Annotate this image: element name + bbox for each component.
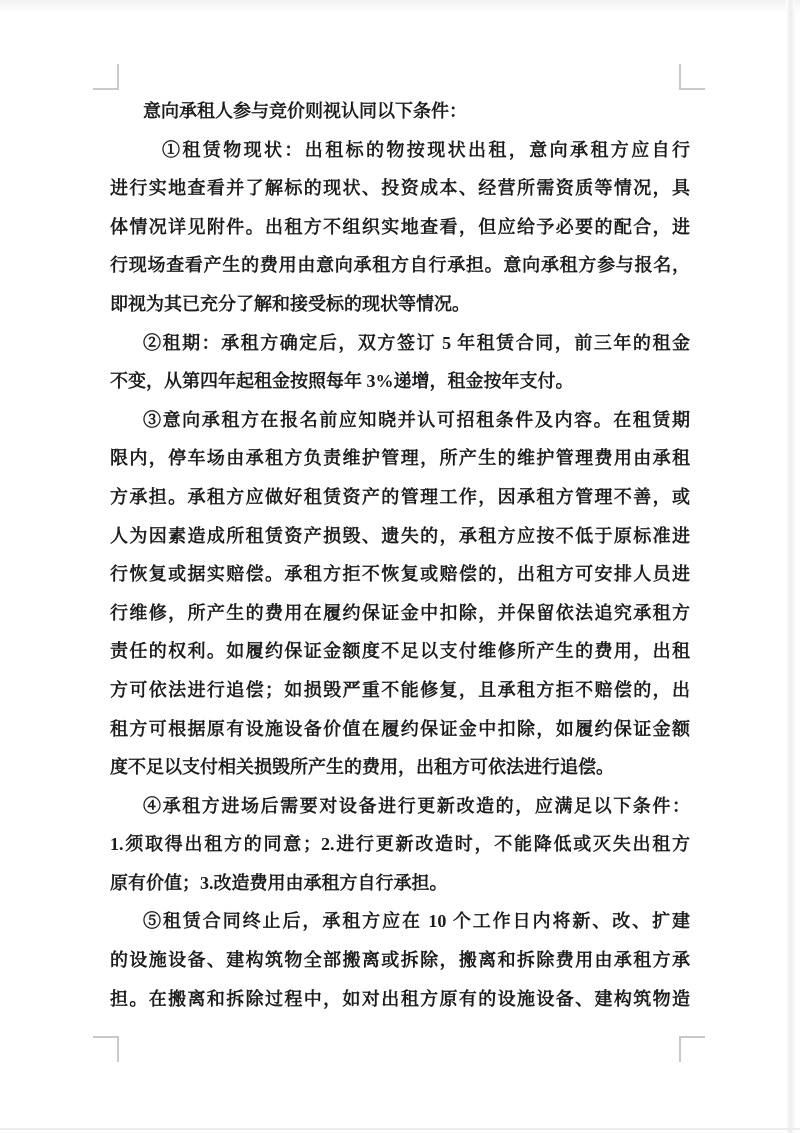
document-line: 租方可根据原有设施设备价值在履约保证金中扣除，如履约保证金额 — [110, 718, 690, 739]
document-line: 体情况详见附件。出租方不组织实地查看，但应给予必要的配合，进 — [110, 216, 690, 237]
document-line: 行恢复或据实赔偿。承租方拒不恢复或赔偿的，出租方可安排人员进 — [110, 564, 690, 585]
document-line: ④承租方进场后需要对设备进行更新改造的，应满足以下条件： — [143, 795, 690, 816]
document-line: 担。在搬离和拆除过程中，如对出租方原有的设施设备、建构筑物造 — [110, 988, 690, 1009]
document-line: ⑤租赁合同终止后，承租方应在 10 个工作日内将新、改、扩建 — [143, 911, 690, 932]
document-line: 进行实地查看并了解标的现状、投资成本、经营所需资质等情况，具 — [110, 178, 690, 199]
page-bottom-edge — [0, 1128, 800, 1130]
crop-mark-bottom-left — [93, 1036, 119, 1062]
document-line: 责任的权利。如履约保证金额度不足以支付维修所产生的费用，出租 — [110, 641, 690, 662]
crop-mark-top-right — [679, 64, 705, 90]
document-line: 限内，停车场由承租方负责维护管理，所产生的维护管理费用由承租 — [110, 448, 690, 469]
crop-mark-top-left — [93, 64, 119, 90]
document-line: ①租赁物现状：出租标的物按现状出租，意向承租方应自行 — [162, 139, 690, 160]
document-line: 原有价值；3.改造费用由承租方自行承担。 — [110, 872, 448, 893]
page-right-edge — [786, 0, 795, 1133]
crop-mark-bottom-right — [679, 1036, 705, 1062]
document-line: 意向承租人参与竞价则视认同以下条件： — [143, 101, 467, 121]
document-line: 人为因素造成所租赁资产损毁、遗失的，承租方应按不低于原标准进 — [110, 525, 690, 546]
window-top-edge — [0, 0, 800, 13]
document-line: 的设施设备、建构筑物全部搬离或拆除，搬离和拆除费用由承租方承 — [110, 950, 690, 971]
document-line: 行维修，所产生的费用在履约保证金中扣除，并保留依法追究承租方 — [110, 602, 690, 623]
document-line: 行现场查看产生的费用由意向承租方自行承担。意向承租方参与报名， — [110, 255, 690, 276]
document-line: ③意向承租方在报名前应知晓并认可招租条件及内容。在租赁期 — [143, 409, 690, 430]
document-line: 方承担。承租方应做好租赁资产的管理工作，因承租方管理不善，或 — [110, 486, 690, 507]
document-line: ②租期：承租方确定后，双方签订 5 年租赁合同，前三年的租金 — [143, 332, 690, 353]
document-line: 度不足以支付相关损毁所产生的费用，出租方可依法进行追偿。 — [110, 757, 614, 778]
document-line: 1.须取得出租方的同意；2.进行更新改造时，不能降低或灭失出租方 — [110, 834, 690, 855]
document-line: 方可依法进行追偿；如损毁严重不能修复，且承租方拒不赔偿的，出 — [110, 679, 690, 700]
document-text[interactable] — [110, 92, 690, 1018]
document-line: 不变，从第四年起租金按照每年 3%递增，租金按年支付。 — [110, 371, 574, 392]
document-line: 即视为其已充分了解和接受标的现状等情况。 — [110, 293, 470, 314]
